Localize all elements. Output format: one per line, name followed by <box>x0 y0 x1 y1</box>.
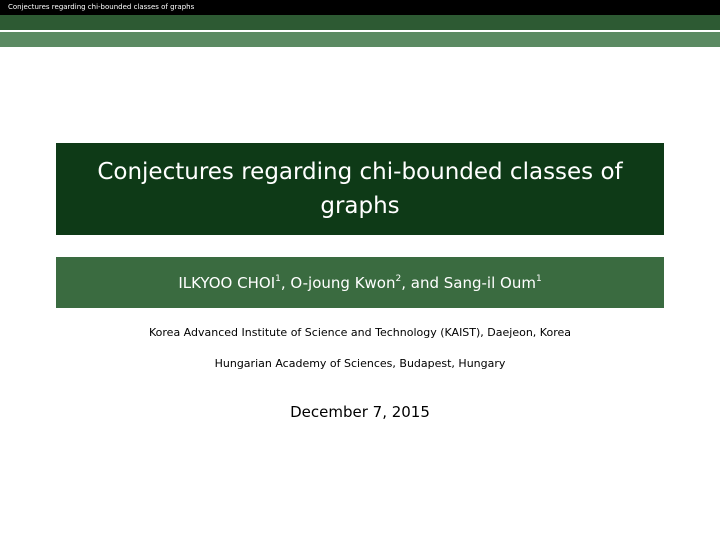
presentation-title: Conjectures regarding chi-bounded classes of graphs <box>97 159 623 219</box>
affiliation-2: Hungarian Academy of Sciences, Budapest, Hungary <box>214 357 506 370</box>
title-box <box>56 143 664 235</box>
author-separator: , <box>280 273 291 292</box>
presentation-date: December 7, 2015 <box>290 403 430 421</box>
author-line <box>178 273 541 293</box>
author-affiliation-mark: 1 <box>535 273 542 284</box>
headline-short-title: Conjectures regarding chi-bounded classes of graphs <box>8 3 195 11</box>
author-box <box>56 257 664 308</box>
author-name: Sang-il Oum <box>443 273 536 292</box>
header-stripe-light <box>0 32 720 47</box>
author-name: ILKYOO CHOI <box>178 273 276 292</box>
author-name: O-joung Kwon <box>290 273 396 292</box>
author-affiliation-mark: 2 <box>395 273 402 284</box>
headline-bar <box>0 0 720 15</box>
affiliation-1: Korea Advanced Institute of Science and Technology (KAIST), Daejeon, Korea <box>149 326 571 339</box>
header-stripe-dark <box>0 15 720 30</box>
author-affiliation-mark: 1 <box>275 273 281 284</box>
author-separator: , and <box>401 273 444 292</box>
